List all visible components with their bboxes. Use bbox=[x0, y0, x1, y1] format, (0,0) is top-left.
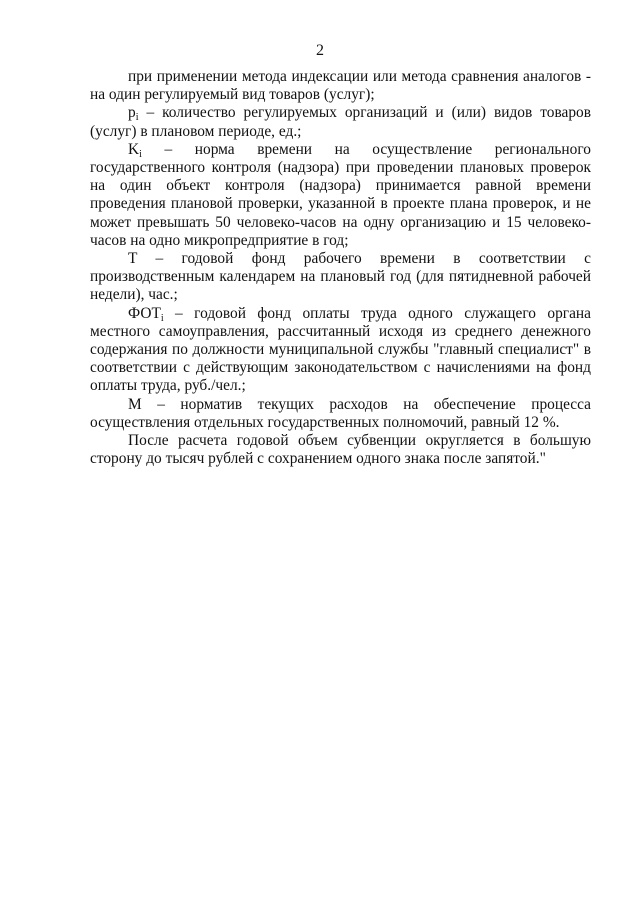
paragraph-m-definition bbox=[90, 396, 591, 432]
paragraph-text: при применении метода индексации или метода сравнения аналогов - на один регулируемый вид товаров (услуг); bbox=[90, 68, 591, 104]
paragraph-text: – количество регулируемых организаций и (или) видов товаров (услуг) в плановом периоде, ед.; bbox=[90, 104, 591, 140]
paragraph-pi-definition bbox=[90, 104, 591, 140]
paragraph-t-definition bbox=[90, 250, 591, 305]
paragraph-foti-definition bbox=[90, 305, 591, 396]
paragraph-text: T – годовой фонд рабочего времени в соответствии с производственным календарем на плановый год (для пятидневной рабочей недели), час.; bbox=[90, 250, 591, 304]
variable-symbol: K bbox=[128, 140, 140, 158]
paragraph-text: – норма времени на осуществление регионального государственного контроля (надзора) при проведении плановых проверок на один объект контроля (надзора) принимается равной времени проведения плановой проверки, указанной в проекте плана проверок, и не может превышать 50 человеко-часов на одну организацию и 15 человеко-часов на одно микропредприятие в год; bbox=[90, 140, 591, 249]
variable-subscript: i bbox=[135, 112, 139, 124]
variable-subscript: i bbox=[139, 148, 142, 160]
paragraph-ki-definition bbox=[90, 141, 591, 250]
paragraph-text: – годовой фонд оплаты труда одного служащего органа местного самоуправления, рассчитанный исходя из среднего денежного содержания по должности муниципальной службы "главный специалист" в соответствии с действующим законодательством с начислениями на фонд оплаты труда, руб./чел.; bbox=[90, 304, 591, 395]
document-body bbox=[90, 68, 591, 468]
paragraph-rounding-rule bbox=[90, 432, 591, 468]
page-number: 2 bbox=[316, 42, 324, 59]
variable-subscript: i bbox=[160, 312, 164, 324]
paragraph-text: M – норматив текущих расходов на обеспечение процесса осуществления отдельных государственных полномочий, равный 12 %. bbox=[90, 395, 591, 431]
variable-symbol: p bbox=[128, 104, 136, 122]
paragraph-indexation-method bbox=[90, 68, 591, 104]
paragraph-text: После расчета годовой объем субвенции округляется в большую сторону до тысяч рублей с сохранением одного знака после запятой." bbox=[90, 432, 591, 468]
variable-symbol: ФОТ bbox=[128, 304, 161, 322]
